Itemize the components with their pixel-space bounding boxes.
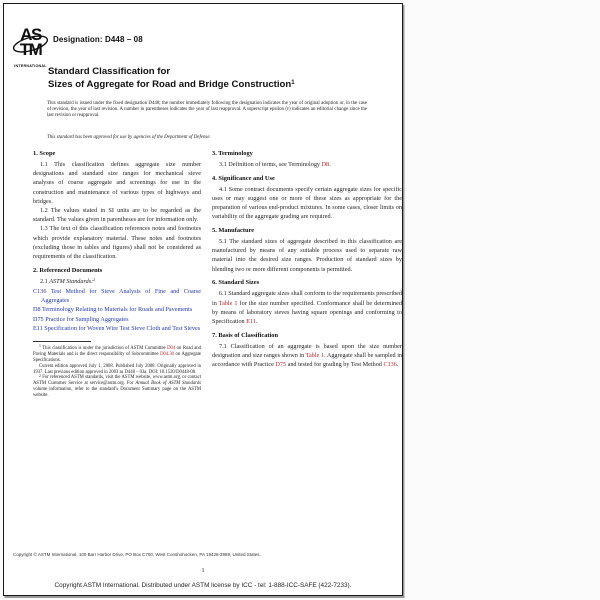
text-run: . xyxy=(329,161,331,168)
section-heading: 5. Manufacture xyxy=(212,227,255,235)
text-run: Current edition approved July 1, 2008. Published July 2008. Originally approved in 1937. Last previous edition approved in 2003 as D448 – 03a. DOI: 10.1520/D0448-08. xyxy=(33,363,201,375)
footnote-text xyxy=(33,346,201,364)
cross-reference-link[interactable]: D04.30 xyxy=(160,351,175,357)
standard-issue-preamble: This standard is issued under the fixed designation D448; the number immediately following the designation indicates the year of original adoption or, in the case of revision, the year of last revision. A number in parentheses indicates the year of last reapproval. A superscript epsilon (ε) indicates an editorial change since the last revision or reapproval. xyxy=(47,101,367,119)
page-number: 1 xyxy=(201,568,205,574)
text-run: 4.1 Some contract documents specify certain aggregate sizes for specific uses or may suggest one or more of these sizes as appropriate for the preparation of various end-product mixtures. In some cases, closer limits on variability of the aggregate grading are required. xyxy=(212,185,402,221)
body-paragraph xyxy=(212,160,402,169)
cross-reference-link[interactable]: C136 xyxy=(383,361,397,369)
referenced-document-item xyxy=(33,287,201,305)
text-run: for the size number specified. Conformance shall be determined by means of laboratory sieves having square openings and conforming to Specification xyxy=(212,299,402,325)
astm-logo-letters-top: AS xyxy=(20,25,41,44)
left-column xyxy=(33,146,201,399)
body-paragraph xyxy=(212,289,402,326)
dod-approval-note: This standard has been approved for use by agencies of the Department of Defense. xyxy=(47,135,211,140)
title-line-2: Sizes of Aggregate for Road and Bridge Construction$^1$ xyxy=(48,78,295,90)
cross-reference-link[interactable]: E11 xyxy=(246,317,256,325)
cross-reference-link[interactable]: Table 1 xyxy=(218,299,238,307)
copyright-address-line: Copyright © ASTM International, 100 Barr Harbor Drive, PO Box C700, West Conshohocken, PA 19428-2959, United States. xyxy=(13,552,261,557)
text-run: volume information, refer to the standard's Document Summary page on the ASTM website. xyxy=(33,387,201,399)
body-paragraph xyxy=(33,224,201,261)
italic-text: Annual Book of ASTM Standards xyxy=(135,381,201,387)
text-run: . Aggregate shall be sampled in accordance with Practice xyxy=(212,351,403,369)
referenced-standard-link[interactable]: E11 Specification for Woven Wire Test Sieve Cloth and Test Sieves xyxy=(33,324,201,332)
title-footnote-superscript: 1 xyxy=(291,79,295,86)
body-paragraph xyxy=(212,342,402,370)
document-title xyxy=(48,66,295,92)
section-heading: 3. Terminology xyxy=(212,150,253,157)
footnote-superscript: 2 xyxy=(39,373,41,378)
cross-reference-link[interactable]: Table 1 xyxy=(305,351,325,359)
footnote-divider xyxy=(33,341,91,342)
text-run: 1.1 This classification defines aggregate size number designations and standard size ranges for mechanical sieve analyses of coarse aggregate and screenings for use in the construction and maintenance of various types of highways and bridges. xyxy=(33,161,201,205)
referenced-standard-link[interactable]: D8 Terminology Relating to Materials for Roads and Pavements xyxy=(33,306,193,314)
right-column xyxy=(212,146,402,399)
icc-license-line: Copyright ASTM International. Distributed under ASTM license by ICC - tel: 1-888-ICC-SAFE (422-7233). xyxy=(54,582,352,589)
text-run: on Road and Paving Materials and is the direct responsibility of Subcommittee xyxy=(33,345,201,357)
text-run: 5.1 The standard sizes of aggregate described in this classification are manufactured by means of any suitable process used to separate raw material into the desired size ranges. Production of standard sizes by blending two or more different components is permitted. xyxy=(212,238,402,273)
text-run: 1.2 The values stated in SI units are to be regarded as the standard. The values given in parentheses are for information only. xyxy=(33,207,201,224)
footnote-superscript: 1 xyxy=(39,344,41,349)
referenced-document-item xyxy=(33,324,201,333)
footnote-superscript: 2 xyxy=(93,277,96,282)
text-run: on Aggregate Specifications. xyxy=(33,351,201,363)
text-run: . xyxy=(255,317,258,325)
text-run: 2.1 xyxy=(40,277,50,285)
text-run: This classification is under the jurisdiction of ASTM Committee xyxy=(40,345,168,351)
referenced-standard-link[interactable]: D75 Practice for Sampling Aggregates xyxy=(33,315,129,323)
text-run: 6.1 Standard aggregate sizes shall conform to the requirements prescribed in xyxy=(212,290,402,307)
section-heading: 4. Significance and Use xyxy=(212,174,275,182)
title-line-1: Standard Classification for xyxy=(48,66,171,77)
italic-text: ASTM Standards: xyxy=(49,277,94,285)
text-run: 3.1 Definition of terms, see Terminology xyxy=(219,161,322,168)
text-run: . xyxy=(396,361,399,369)
two-column-body xyxy=(33,146,402,399)
body-paragraph xyxy=(212,185,402,222)
section-heading: 2. Referenced Documents xyxy=(33,266,103,274)
section-heading: 1. Scope xyxy=(33,150,56,157)
cross-reference-link[interactable]: D75 xyxy=(275,361,287,369)
cross-reference-link[interactable]: D8 xyxy=(321,161,330,168)
designation-line: Designation: D448 – 08 xyxy=(53,35,143,44)
body-paragraph xyxy=(33,206,201,224)
referenced-standard-link[interactable]: C136 Test Method for Sieve Analysis of Fine and Coarse Aggregates xyxy=(33,287,201,305)
body-paragraph xyxy=(33,277,201,287)
astm-logo-letters-bottom: TM xyxy=(19,40,42,59)
text-run: and tested for grading by Test Method xyxy=(286,361,384,369)
section-heading: 7. Basis of Classification xyxy=(212,331,279,339)
astm-logo xyxy=(12,22,49,71)
referenced-document-item xyxy=(33,305,201,314)
section-heading: 6. Standard Sizes xyxy=(212,279,260,287)
text-run: 1.3 The text of this classification references notes and footnotes which provide explanatory material. These notes and footnotes (excluding those in tables and figures) shall not be considered as requirements of the classification. xyxy=(33,225,201,261)
body-paragraph xyxy=(33,160,201,206)
cross-reference-link[interactable]: D04 xyxy=(167,345,176,351)
footnote-text xyxy=(33,364,201,376)
astm-logo-international-label: INTERNATIONAL xyxy=(14,64,47,68)
text-run: For referenced ASTM standards, visit the ASTM website, www.astm.org, or contact ASTM Customer Service at service@astm.org. For xyxy=(33,375,201,387)
body-paragraph xyxy=(212,237,402,274)
footnote-text xyxy=(33,375,201,399)
referenced-document-item xyxy=(33,315,201,324)
document-page xyxy=(3,3,403,596)
text-run: 7.1 Classification of an aggregate is based upon the size number designation and size ranges shown in xyxy=(212,342,402,359)
